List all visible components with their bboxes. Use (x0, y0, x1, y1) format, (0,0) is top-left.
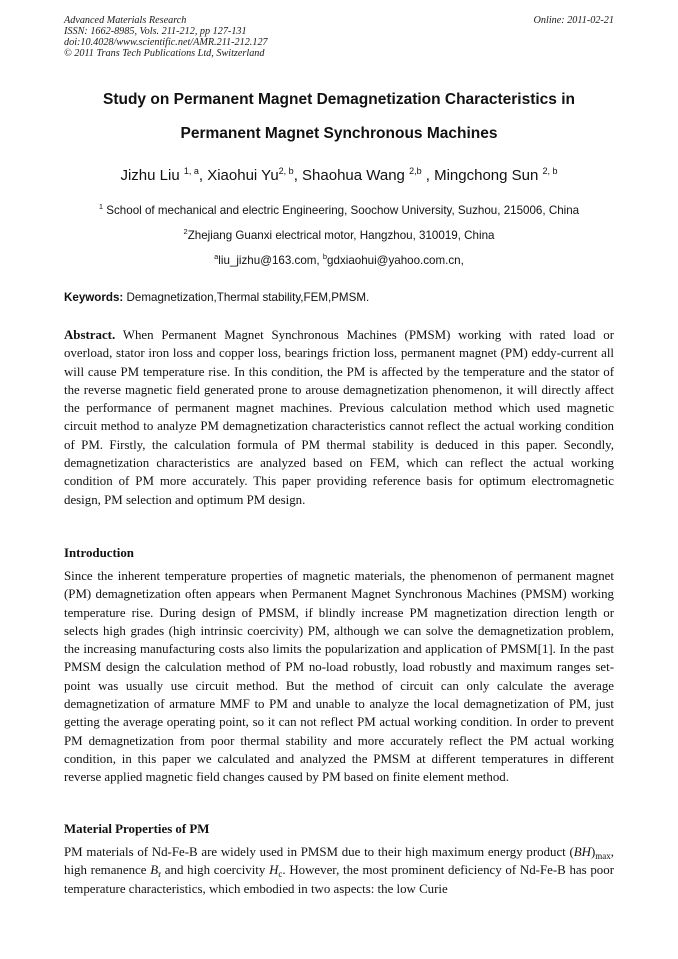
material-text-part-1: PM materials of Nd-Fe-B are widely used in PMSM due to their high maximum energy product ( (64, 845, 574, 859)
material-properties-paragraph: PM materials of Nd-Fe-B are widely used in PMSM due to their high maximum energy product $(BH)_{max}$, high remanence $B_r$ and high coercivity $H_c$. However, the most prominent deficiency of Nd-Fe-B has poor temperature characteristics, which embodied in two aspects: the low Curie (64, 845, 614, 896)
author-name: Jizhu Liu (120, 167, 180, 184)
journal-header (64, 15, 614, 59)
author-separator: , (293, 167, 303, 184)
introduction-paragraph: Since the inherent temperature properties of magnetic materials, the phenomenon of permanent magnet (PM) demagnetization often appears when Permanent Magnet Synchronous Machines (PMSM) working temperature rise. During design of PMSM, if blindly increase PM magnetization direction length or selects high grades (high intrinsic coercivity) PM, although we can solve the demagnetization problem, the increasing manufacturing costs also limits the popularization and application of PMSM[1]. In the past PMSM design the calculation method of PM no-load robustly, load robustly and maximum ranges set-point was usually use circuit method. But the method of circuit can only calculate the average demagnetization of armature MMF to PM and unable to analyze the local demagnetization of PM, just getting the average operating point, so it can not reflect PM actual working condition. In order to prevent PM demagnetization from poor thermal stability and more accurately reflect the PM actual working condition, in this paper we calculated and analyzed the PMSM at different temperatures in different reverse applied magnetic field changes caused by PM based on finite element method. (64, 569, 614, 785)
affiliation-1-text: School of mechanical and electric Engineering, Soochow University, Suzhou, 215006, China (106, 204, 580, 217)
author-emails (30, 253, 648, 268)
affiliation-1-mark: 1 (98, 202, 104, 211)
author-name: Shaohua Wang (302, 167, 405, 184)
paper-title-line-1: Study on Permanent Magnet Demagnetization Characteristics in (103, 91, 575, 108)
material-text-part-2: , high remanence (64, 845, 614, 878)
journal-doi: doi:10.4028/www.scientific.net/AMR.211-212.127 (64, 37, 268, 48)
author-list (30, 166, 648, 186)
author-affiliation-mark: 2, b (278, 166, 294, 176)
email-a-link[interactable]: liu_jizhu@163.com, (218, 254, 323, 267)
keywords-label: Keywords: (64, 291, 124, 304)
journal-name: Advanced Materials Research (64, 15, 187, 26)
section-heading-introduction: Introduction (64, 546, 134, 560)
author-separator: , (421, 167, 435, 184)
journal-issn: ISSN: 1662-8985, Vols. 211-212, pp 127-131 (64, 26, 247, 37)
author-name: Xiaohui Yu (207, 167, 279, 184)
author-name: Mingchong Sun (434, 167, 539, 184)
affiliation-1 (30, 203, 648, 218)
affiliation-2-mark: 2 (183, 227, 188, 236)
author-affiliation-mark: 2,b (409, 166, 422, 176)
abstract-paragraph (64, 326, 614, 509)
email-a-mark: a (214, 252, 219, 261)
abstract-label: Abstract. (64, 328, 116, 342)
symbol-br: B (150, 863, 159, 878)
paper-title-line-2: Permanent Magnet Synchronous Machines (180, 125, 498, 142)
email-b-link[interactable]: gdxiaohui@yahoo.com.cn, (327, 254, 464, 267)
keywords-text: Demagnetization,Thermal stability,FEM,PMSM. (126, 291, 370, 304)
author-separator: , (198, 167, 208, 184)
journal-copyright: © 2011 Trans Tech Publications Ltd, Switzerland (64, 48, 265, 59)
symbol-hc: H (269, 863, 279, 878)
material-text-part-3: and high coercivity (161, 863, 270, 878)
keywords (64, 290, 614, 305)
affiliation-2-text: Zhejiang Guanxi electrical motor, Hangzhou, 310019, China (187, 229, 495, 242)
material-text-part-4: . However, the most prominent deficiency of Nd-Fe-B has poor temperature characteristics, which embodied in two aspects: the low Curie (64, 863, 614, 896)
symbol-bh: BH (573, 845, 591, 859)
online-date: Online: 2011-02-21 (533, 15, 614, 26)
author-affiliation-mark: 1, a (183, 166, 199, 176)
section-heading-material-properties: Material Properties of PM (64, 822, 210, 836)
email-b-mark: b (322, 252, 328, 261)
symbol-br-subscript: r (158, 869, 162, 880)
symbol-bh-subscript: max (595, 851, 611, 861)
author-affiliation-mark: 2, b (542, 166, 558, 176)
affiliation-2 (30, 228, 648, 243)
abstract-text: When Permanent Magnet Synchronous Machines (PMSM) working with rated load or overload, stator iron loss and copper loss, bearings friction loss, permanent magnet (PM) eddy-current all will cause PM temperature rise. In this condition, the PM is affected by the temperature and the stator of the reverse magnetic field generated prone to arouse demagnetization phenomenon, it will directly affect the performance of permanent magnet machines. Previous calculation method which used magnetic circuit method to analyze PM demagnetization characteristics cannot reflect the actual working condition of PM. Firstly, the calculation formula of PM thermal stability is deduced in this paper. Secondly, demagnetization characteristics are analyzed based on FEM, which can reflect the actual working condition of PM more accurately. This paper providing reference basis for optimum electromagnetic design, PM selection and optimum PM design. (64, 328, 614, 507)
symbol-hc-subscript: c (278, 869, 283, 880)
